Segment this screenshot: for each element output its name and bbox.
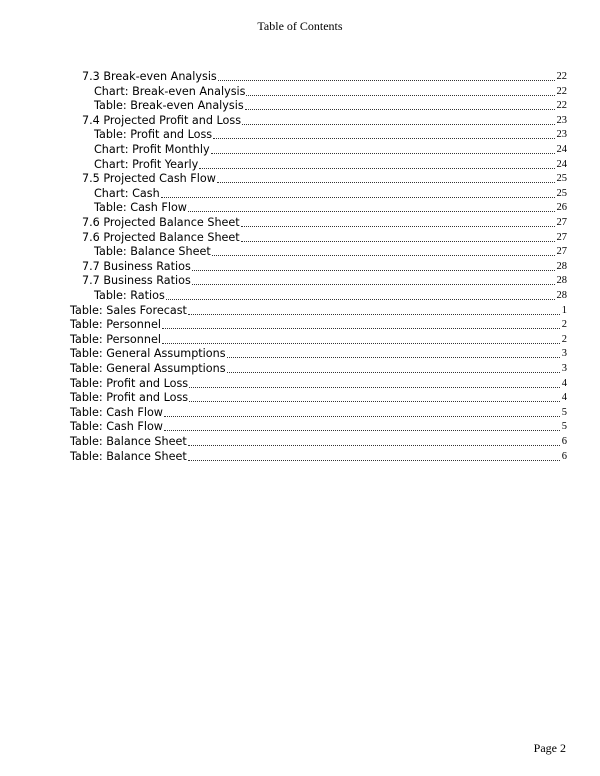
toc-entry[interactable] (70, 304, 567, 318)
toc-entry-label: Table: Balance Sheet (94, 245, 211, 259)
toc-dot-leader (242, 124, 554, 125)
toc-entry-label: Table: Sales Forecast (70, 303, 187, 317)
toc-entry-page: 23 (556, 114, 567, 126)
toc-dot-leader (241, 241, 555, 242)
toc-dot-leader (217, 182, 555, 183)
toc-dot-leader (189, 401, 560, 402)
toc-dot-leader (192, 270, 555, 271)
toc-entry-label: 7.6 Projected Balance Sheet (82, 230, 240, 244)
toc-entry[interactable] (82, 114, 567, 128)
toc-entry[interactable] (82, 216, 567, 230)
toc-dot-leader (241, 226, 555, 227)
toc-entry[interactable] (82, 274, 567, 288)
toc-dot-leader (211, 153, 555, 154)
toc-entry-label: Table: Cash Flow (70, 405, 163, 419)
toc-entry-page: 28 (556, 275, 567, 287)
toc-entry-page: 22 (556, 100, 567, 112)
toc-dot-leader (218, 80, 555, 81)
toc-entry[interactable] (82, 260, 567, 274)
toc-entry-page: 26 (556, 202, 567, 214)
toc-entry-page: 28 (556, 260, 567, 272)
toc-dot-leader (164, 416, 560, 417)
toc-entry[interactable] (70, 420, 567, 434)
toc-entry[interactable] (70, 362, 567, 376)
toc-dot-leader (213, 138, 554, 139)
toc-entry[interactable] (70, 450, 567, 464)
toc-entry-label: Table: Break-even Analysis (94, 99, 244, 113)
toc-entry-label: 7.7 Business Ratios (82, 259, 191, 273)
toc-entry-label: Table: General Assumptions (70, 347, 226, 361)
toc-entry-label: Chart: Profit Yearly (94, 157, 199, 171)
toc-entry-label: Chart: Break-even Analysis (94, 84, 246, 98)
toc-entry-label: Table: Profit and Loss (94, 128, 213, 142)
toc-entry-label: Table: Personnel (70, 318, 161, 332)
toc-entry-page: 25 (556, 187, 567, 199)
toc-dot-leader (189, 387, 560, 388)
toc-dot-leader (212, 255, 555, 256)
toc-entry-label: 7.4 Projected Profit and Loss (82, 113, 242, 127)
toc-entry-page: 27 (556, 231, 567, 243)
toc-entry[interactable] (70, 347, 567, 361)
toc-dot-leader (188, 314, 560, 315)
toc-entry-label: Table: Personnel (70, 332, 161, 346)
toc-entry-label: Chart: Profit Monthly (94, 143, 210, 156)
toc-entry[interactable] (94, 158, 567, 172)
toc-entry-page: 4 (561, 392, 567, 404)
toc-dot-leader (227, 357, 560, 358)
toc-entry[interactable] (70, 318, 567, 332)
toc-entry[interactable] (94, 187, 567, 201)
toc-entry-label: Chart: Cash (94, 186, 160, 200)
page-title: Table of Contents (257, 19, 343, 33)
toc-entry-label: Table: Ratios (94, 289, 165, 302)
toc-entry-page: 3 (561, 348, 567, 360)
toc-entry-page: 6 (561, 450, 567, 462)
toc-entry-label: 7.7 Business Ratios (82, 274, 191, 288)
toc-entry-page: 22 (556, 71, 567, 82)
toc-entry-label: Table: Balance Sheet (70, 449, 187, 463)
toc-entry[interactable] (82, 231, 567, 245)
toc-dot-leader (199, 168, 554, 169)
toc-dot-leader (162, 343, 560, 344)
toc-dot-leader (246, 95, 554, 96)
toc-dot-leader (188, 445, 560, 446)
toc-entry-label: Table: Cash Flow (94, 201, 187, 215)
toc-entry-page: 22 (556, 85, 567, 97)
toc-entry-page: 5 (561, 406, 567, 418)
toc-entry[interactable] (94, 289, 567, 303)
toc-entry-label: Table: Balance Sheet (70, 435, 187, 448)
toc-entry-page: 24 (556, 158, 567, 170)
toc-dot-leader (192, 284, 555, 285)
toc-entry-label: 7.6 Projected Balance Sheet (82, 216, 240, 229)
toc-dot-leader (245, 109, 555, 110)
toc-entry-page: 5 (561, 421, 567, 433)
toc-entry-label: 7.3 Break-even Analysis (82, 70, 217, 83)
toc-entry[interactable] (70, 406, 567, 420)
toc-entry-label: 7.5 Projected Cash Flow (82, 172, 216, 186)
toc-entry[interactable] (70, 377, 567, 391)
page-number: Page 2 (533, 741, 566, 755)
toc-entry-page: 23 (556, 129, 567, 141)
toc-entry-label: Table: Profit and Loss (70, 376, 189, 390)
toc-entry-page: 28 (556, 290, 567, 301)
toc-dot-leader (164, 430, 560, 431)
toc-entry-page: 2 (561, 333, 567, 345)
toc-entry-page: 4 (561, 377, 567, 389)
toc-entry-page: 24 (556, 144, 567, 155)
toc-entry-label: Table: Profit and Loss (70, 391, 189, 405)
toc-entry[interactable] (82, 172, 567, 186)
toc-entry-page: 27 (556, 246, 567, 258)
toc-entry[interactable] (94, 143, 567, 157)
toc-entry[interactable] (70, 435, 567, 449)
toc-entry[interactable] (70, 391, 567, 405)
toc-entry-page: 25 (556, 173, 567, 185)
toc-entry[interactable] (94, 245, 567, 259)
toc-entry[interactable] (94, 128, 567, 142)
toc-dot-leader (161, 197, 555, 198)
toc-entry-page: 2 (561, 319, 567, 331)
toc-entry[interactable] (94, 201, 567, 215)
toc-entry[interactable] (70, 333, 567, 347)
toc-entry-page: 27 (556, 217, 567, 228)
toc-dot-leader (162, 328, 560, 329)
toc-entry[interactable] (94, 99, 567, 113)
toc-dot-leader (188, 460, 560, 461)
toc-entry[interactable] (94, 85, 567, 99)
toc-dot-leader (166, 299, 555, 300)
toc-dot-leader (188, 211, 555, 212)
toc-entry-label: Table: Cash Flow (70, 420, 163, 434)
toc-entry-page: 6 (561, 436, 567, 447)
toc-entry-page: 1 (561, 304, 567, 316)
toc-entry-page: 3 (561, 363, 567, 374)
toc-entry-label: Table: General Assumptions (70, 362, 226, 375)
toc-dot-leader (227, 372, 560, 373)
toc-entry[interactable] (82, 70, 567, 84)
